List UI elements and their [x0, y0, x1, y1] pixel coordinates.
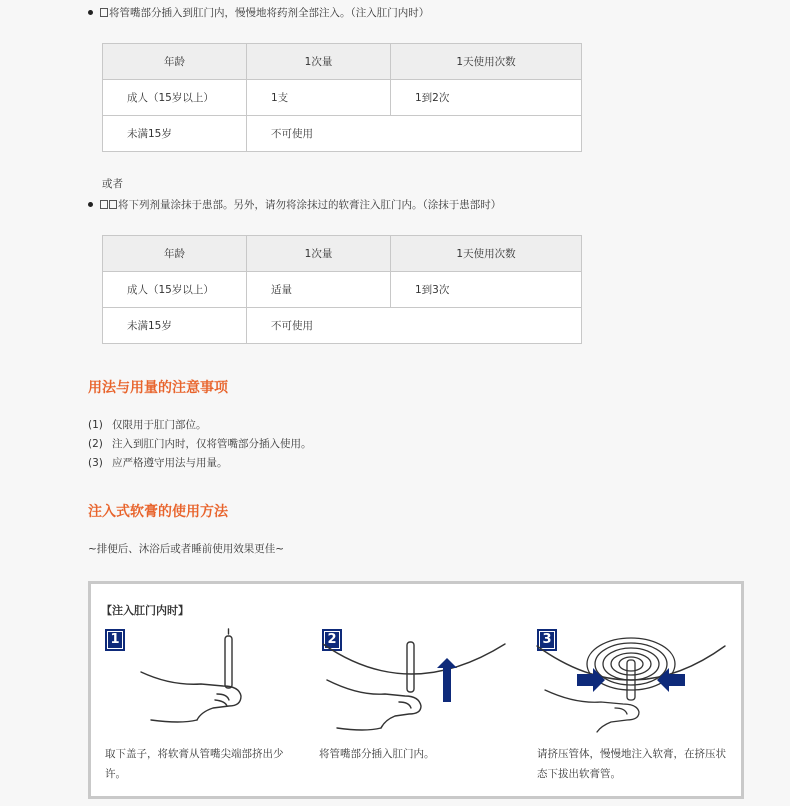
precautions-title: 用法与用量的注意事项 [88, 380, 228, 396]
usage-tip: ~排便后、沐浴后或者睡前使用效果更佳~ [88, 543, 285, 555]
precautions-list [88, 416, 312, 473]
table-cell: 成人（15岁以上） [103, 272, 247, 308]
list-item: (2) 注入到肛门内时，仅将管嘴部分插入使用。 [88, 438, 312, 450]
step-3-caption: 请挤压管体，慢慢地注入软膏，在挤压状态下拔出软膏管。 [537, 748, 726, 780]
table-header-row [103, 44, 582, 80]
table-cell: 1到2次 [391, 80, 582, 116]
instruction-apply-line [88, 197, 501, 212]
dosage-table-apply [102, 235, 582, 344]
header-age: 年龄 [103, 44, 247, 80]
step-2-caption: 将管嘴部分插入肛门内。 [319, 748, 435, 760]
step-1-badge: 1 [105, 629, 125, 651]
steps-panel [88, 581, 744, 799]
insert-nozzle-icon [319, 624, 514, 739]
missing-glyph-icon [100, 8, 108, 17]
missing-glyph-icon [100, 200, 108, 209]
step-2-badge: 2 [322, 629, 342, 651]
table-row [103, 116, 582, 152]
instruction-rectal-text: 将管嘴部分插入到肛门内，慢慢地将药剂全部注入。（注入肛门内时） [109, 7, 430, 19]
list-item: (3) 应严格遵守用法与用量。 [88, 457, 228, 469]
howto-title: 注入式软膏的使用方法 [88, 504, 228, 520]
arrow-right-icon [577, 668, 605, 692]
step-1-caption: 取下盖子，将软膏从管嘴尖端部挤出少许。 [105, 748, 284, 780]
header-daily-times: 1天使用次数 [391, 236, 582, 272]
header-daily-times: 1天使用次数 [391, 44, 582, 80]
table-cell: 成人（15岁以上） [103, 80, 247, 116]
bullet-icon [88, 202, 93, 207]
table-header-row [103, 236, 582, 272]
instruction-rectal-line [88, 5, 429, 20]
arrow-up-icon [437, 658, 457, 702]
table-cell: 适量 [247, 272, 391, 308]
missing-glyph-icon [109, 200, 117, 209]
list-item: (1) 仅限用于肛门部位。 [88, 419, 207, 431]
arrow-left-icon [657, 668, 685, 692]
table-row [103, 308, 582, 344]
dosage-table-rectal [102, 43, 582, 152]
table-cell: 未满15岁 [103, 308, 247, 344]
table-cell: 1到3次 [391, 272, 582, 308]
bullet-icon [88, 10, 93, 15]
step-3-badge: 3 [537, 629, 557, 651]
instruction-apply-text: 将下列剂量涂抹于患部。另外，请勿将涂抹过的软膏注入肛门内。（涂抹于患部时） [118, 199, 502, 211]
header-dose: 1次量 [247, 44, 391, 80]
hand-squeeze-tube-icon [131, 624, 311, 739]
squeeze-inject-icon [531, 624, 731, 739]
table-cell: 不可使用 [247, 116, 582, 152]
or-text: 或者 [102, 178, 123, 190]
table-cell: 不可使用 [247, 308, 582, 344]
table-cell: 未满15岁 [103, 116, 247, 152]
table-row [103, 80, 582, 116]
header-dose: 1次量 [247, 236, 391, 272]
table-cell: 1支 [247, 80, 391, 116]
steps-heading: 【注入肛门内时】 [101, 604, 189, 617]
header-age: 年龄 [103, 236, 247, 272]
table-row [103, 272, 582, 308]
